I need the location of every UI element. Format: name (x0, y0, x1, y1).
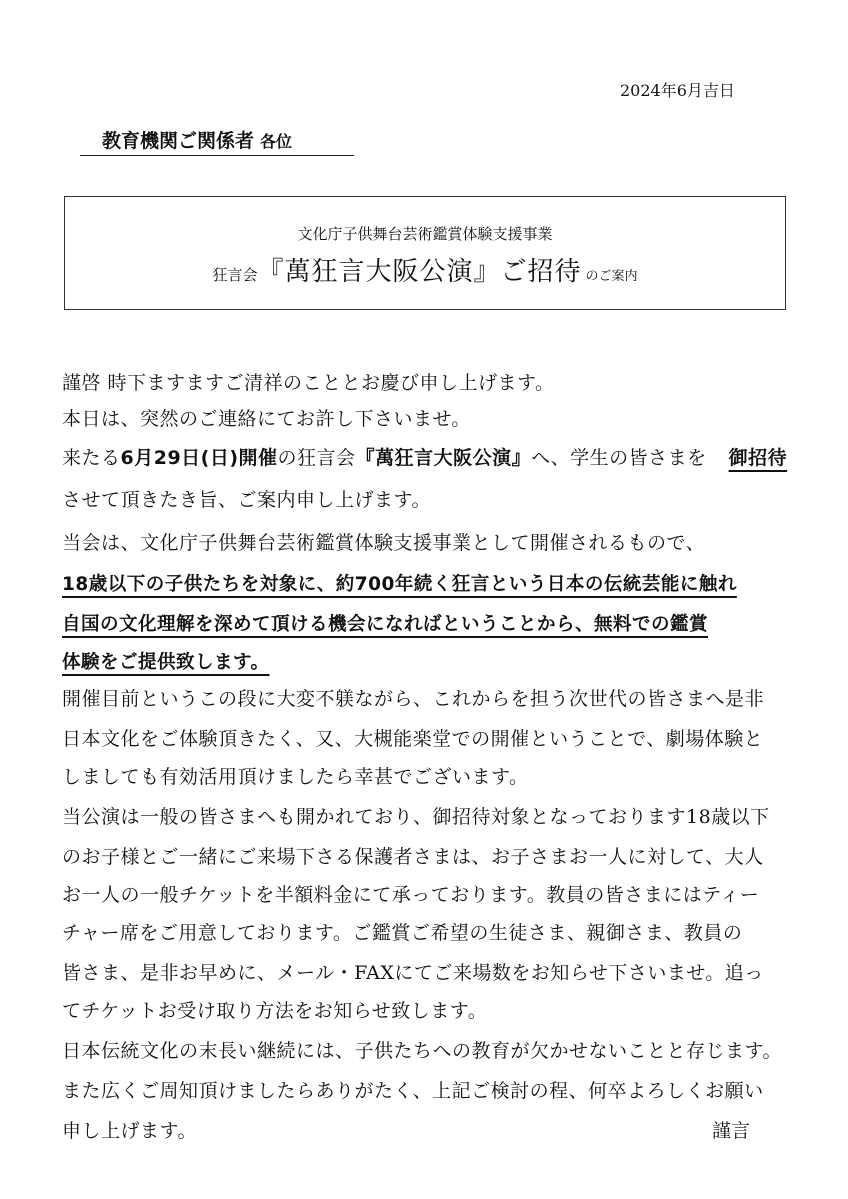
body-line-11: しましても有効活用頂けましたら幸甚でございます。 (62, 766, 529, 788)
body-line-18: 日本伝統文化の末長い継続には、子供たちへの教育が欠かせないことと存じます。 (62, 1040, 782, 1062)
title-program: 文化庁子供舞台芸術鑑賞体験支援事業 (297, 225, 553, 243)
addressee-organization: 教育機関ご関係者 (102, 130, 255, 152)
body-line-17: てチケットお受け取り方法をお知らせ致します。 (62, 1000, 488, 1022)
body-line-6: 18歳以下の子供たちを対象に、約700年続く狂言という日本の伝統芸能に触れ (62, 574, 737, 595)
title-prefix: 狂言会 (212, 266, 258, 284)
body-line-15: チャー席をご用意しております。ご鑑賞ご希望の生徒さま、親御さま、教員の (62, 922, 743, 944)
body-line-3-c: の狂言会 (277, 447, 356, 469)
body-line-3 (62, 443, 787, 470)
closing-word: 謹言 (712, 1120, 751, 1142)
event-name: 『萬狂言大阪公演』 (355, 447, 532, 469)
title-heading (65, 251, 785, 288)
title-suffix: のご案内 (585, 269, 638, 284)
invitation-emphasis: 御招待 (728, 447, 788, 469)
body-line-20: 申し上げます。 (62, 1120, 197, 1142)
addressee-honorific: 各位 (260, 132, 293, 151)
body-line-12: 当公演は一般の皆さまへも開かれており、御招待対象となっております18歳以下 (62, 806, 770, 828)
body-line-8: 体験をご提供致します。 (62, 652, 270, 673)
body-line-4: させて頂きたき旨、ご案内申し上げます。 (62, 489, 431, 511)
body-line-3-a: 来たる (62, 447, 121, 469)
title-main: 『萬狂言大阪公演』ご招待 (257, 257, 582, 287)
body-line-10: 日本文化をご体験頂きたく、又、大槻能楽堂での開催ということで、劇場体験と (62, 728, 764, 750)
body-line-19: また広くご周知頂けましたらありがたく、上記ご検討の程、何卒よろしくお願い (62, 1080, 764, 1102)
body-line-13: のお子様とご一緒にご来場下さる保護者さまは、お子さまお一人に対して、大人 (62, 846, 764, 868)
body-line-5: 当会は、文化庁子供舞台芸術鑑賞体験支援事業として開催されるもので、 (62, 532, 706, 554)
title-box (64, 196, 786, 310)
event-date: 6月29日(日)開催 (120, 447, 278, 469)
document-date: 2024年6月吉日 (620, 81, 735, 100)
body-line-16: 皆さま、是非お早めに、メール・FAXにてご来場数をお知らせ下さいませ。追っ (62, 962, 764, 984)
body-line-14: お一人の一般チケットを半額料金にて承っております。教員の皆さまにはティー (62, 884, 760, 906)
body-line-7: 自国の文化理解を深めて頂ける機会になればということから、無料での鑑賞 (62, 614, 709, 635)
addressee (80, 126, 354, 156)
body-line-3-e: へ、学生の皆さまを (531, 447, 707, 469)
body-line-2: 本日は、突然のご連絡にてお許し下さいませ。 (62, 408, 471, 430)
body-line-1: 謹啓 時下ますますご清祥のこととお慶び申し上げます。 (62, 372, 555, 394)
body-line-9: 開催目前というこの段に大変不躾ながら、これからを担う次世代の皆さまへ是非 (62, 688, 765, 710)
